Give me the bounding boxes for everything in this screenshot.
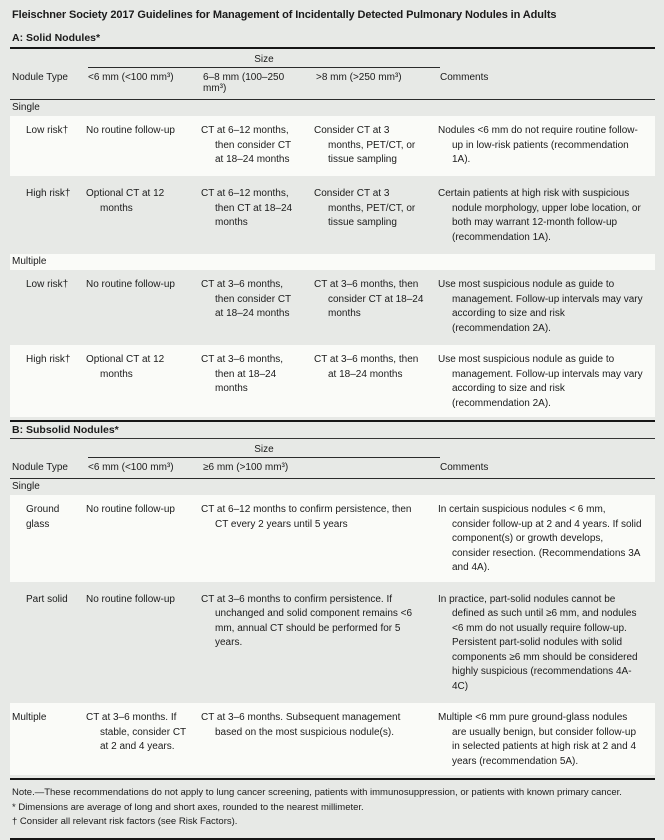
size-lt6-cell: No routine follow-up [86, 504, 175, 515]
comments-cell: Certain patients at high risk with suspicious nodule morphology, upper lobe location, or both may warrant 12-month follow-up (recommendation 1A). [438, 188, 641, 243]
footnotes [10, 778, 655, 834]
size-lt6-cell: No routine follow-up [86, 593, 175, 605]
footnote-asterisk: * Dimensions are average of long and short axes, rounded to the nearest millimeter. [12, 801, 364, 813]
comments-cell: Use most suspicious nodule as guide to management. Follow-up intervals may vary according to size and risk (recommendation 2A). [438, 354, 643, 409]
nodule-type-cell: Ground glass [26, 504, 60, 530]
nodule-type-cell: Low risk† [26, 279, 69, 290]
page-title: Fleischner Society 2017 Guidelines for Management of Incidentally Detected Pulmonary Nodules in Adults [12, 9, 557, 21]
comments-cell: In certain suspicious nodules < 6 mm, consider follow-up at 2 and 4 years. If solid component(s) or growth develops, consider resection. (Recommendations 3A and 4A). [438, 504, 642, 573]
bottom-rule [10, 838, 655, 840]
column-header-comments: Comments [440, 72, 489, 83]
table-row-a-multiple-low-risk [10, 270, 655, 342]
section-a-column-headers [10, 68, 655, 100]
guidelines-table [10, 0, 655, 840]
group-label-multiple: Multiple [10, 254, 655, 270]
spacer [12, 54, 88, 68]
table-row-a-single-high-risk [10, 179, 655, 251]
size-6to8-cell: CT at 3–6 months, then at 18–24 months [201, 354, 284, 394]
column-header-lt6mm: <6 mm (<100 mm³) [88, 72, 174, 83]
nodule-type-cell: Part solid [26, 593, 68, 605]
column-header-lt6mm: <6 mm (<100 mm³) [88, 462, 174, 473]
size-span-label: Size [88, 54, 440, 68]
size-lt6-cell: Optional CT at 12 months [86, 354, 165, 380]
section-b-heading: B: Subsolid Nodules* [10, 420, 655, 439]
column-header-ge6mm: ≥6 mm (>100 mm³) [203, 462, 289, 473]
size-ge6-cell: CT at 3–6 months to confirm persistence. If unchanged and solid component remains <6 mm, annual CT should be performed for 5 years. [201, 593, 413, 648]
size-span-label: Size [88, 444, 440, 458]
column-header-gt8mm: >8 mm (>250 mm³) [316, 72, 402, 83]
table-row-a-single-low-risk [10, 116, 655, 176]
size-gt8-cell: CT at 3–6 months, then at 18–24 months [314, 354, 419, 380]
size-lt6-cell: No routine follow-up [86, 279, 175, 290]
section-b-column-headers [10, 458, 655, 479]
column-header-nodule-type: Nodule Type [12, 462, 68, 473]
column-header-comments: Comments [440, 462, 489, 473]
nodule-type-cell: Low risk† [26, 125, 69, 136]
size-lt6-cell: CT at 3–6 months. If stable, consider CT at 2 and 4 years. [86, 712, 186, 752]
column-header-6to8mm: 6–8 mm (100–250 mm³) [203, 72, 285, 94]
spacer [12, 444, 88, 458]
footnote-note: Note.—These recommendations do not apply to lung cancer screening, patients with immunosuppression, or patients with known primary cancer. [12, 787, 622, 798]
section-a-heading: A: Solid Nodules* [10, 21, 655, 49]
nodule-type-cell: High risk† [26, 188, 71, 199]
size-6to8-cell: CT at 6–12 months, then CT at 18–24 months [201, 188, 293, 228]
table-row-b-ground-glass [10, 495, 655, 582]
section-a-size-header [10, 49, 655, 68]
size-6to8-cell: CT at 6–12 months, then consider CT at 18–24 months [201, 125, 291, 165]
comments-cell: Nodules <6 mm do not require routine follow-up in low-risk patients (recommendation 1A). [438, 125, 638, 165]
size-lt6-cell: Optional CT at 12 months [86, 188, 165, 214]
table-row-b-multiple [10, 703, 655, 775]
nodule-type-cell: High risk† [26, 354, 71, 365]
size-gt8-cell: CT at 3–6 months, then consider CT at 18–24 months [314, 279, 424, 319]
size-lt6-cell: No routine follow-up [86, 125, 175, 136]
group-label-single: Single [12, 102, 40, 113]
comments-cell: In practice, part-solid nodules cannot be defined as such until ≥6 mm, and nodules <6 mm do not usually require follow-up. Persistent part-solid nodules with solid components ≥6 mm should be considered highly suspicious (recommendations 4A-4C) [438, 593, 638, 692]
table-row-a-multiple-high-risk [10, 345, 655, 417]
size-ge6-cell: CT at 3–6 months. Subsequent management based on the most suspicious nodule(s). [201, 712, 401, 738]
comments-cell: Multiple <6 mm pure ground-glass nodules are usually benign, but consider follow-up in selected patients at high risk at 2 and 4 years (recommendation 5A). [438, 712, 637, 767]
table-row-b-part-solid [10, 585, 655, 701]
group-label-single: Single [12, 481, 40, 492]
size-gt8-cell: Consider CT at 3 months, PET/CT, or tissue sampling [314, 125, 416, 165]
size-6to8-cell: CT at 3–6 months, then consider CT at 18–24 months [201, 279, 291, 319]
column-header-nodule-type: Nodule Type [12, 72, 68, 83]
size-gt8-cell: Consider CT at 3 months, PET/CT, or tissue sampling [314, 188, 416, 228]
nodule-type-cell: Multiple [12, 712, 47, 723]
section-b-size-header [10, 439, 655, 458]
size-ge6-cell: CT at 6–12 months to confirm persistence, then CT every 2 years until 5 years [201, 504, 412, 530]
footnote-dagger: † Consider all relevant risk factors (see Risk Factors). [12, 816, 238, 827]
comments-cell: Use most suspicious nodule as guide to management. Follow-up intervals may vary according to size and risk (recommendation 2A). [438, 279, 643, 334]
